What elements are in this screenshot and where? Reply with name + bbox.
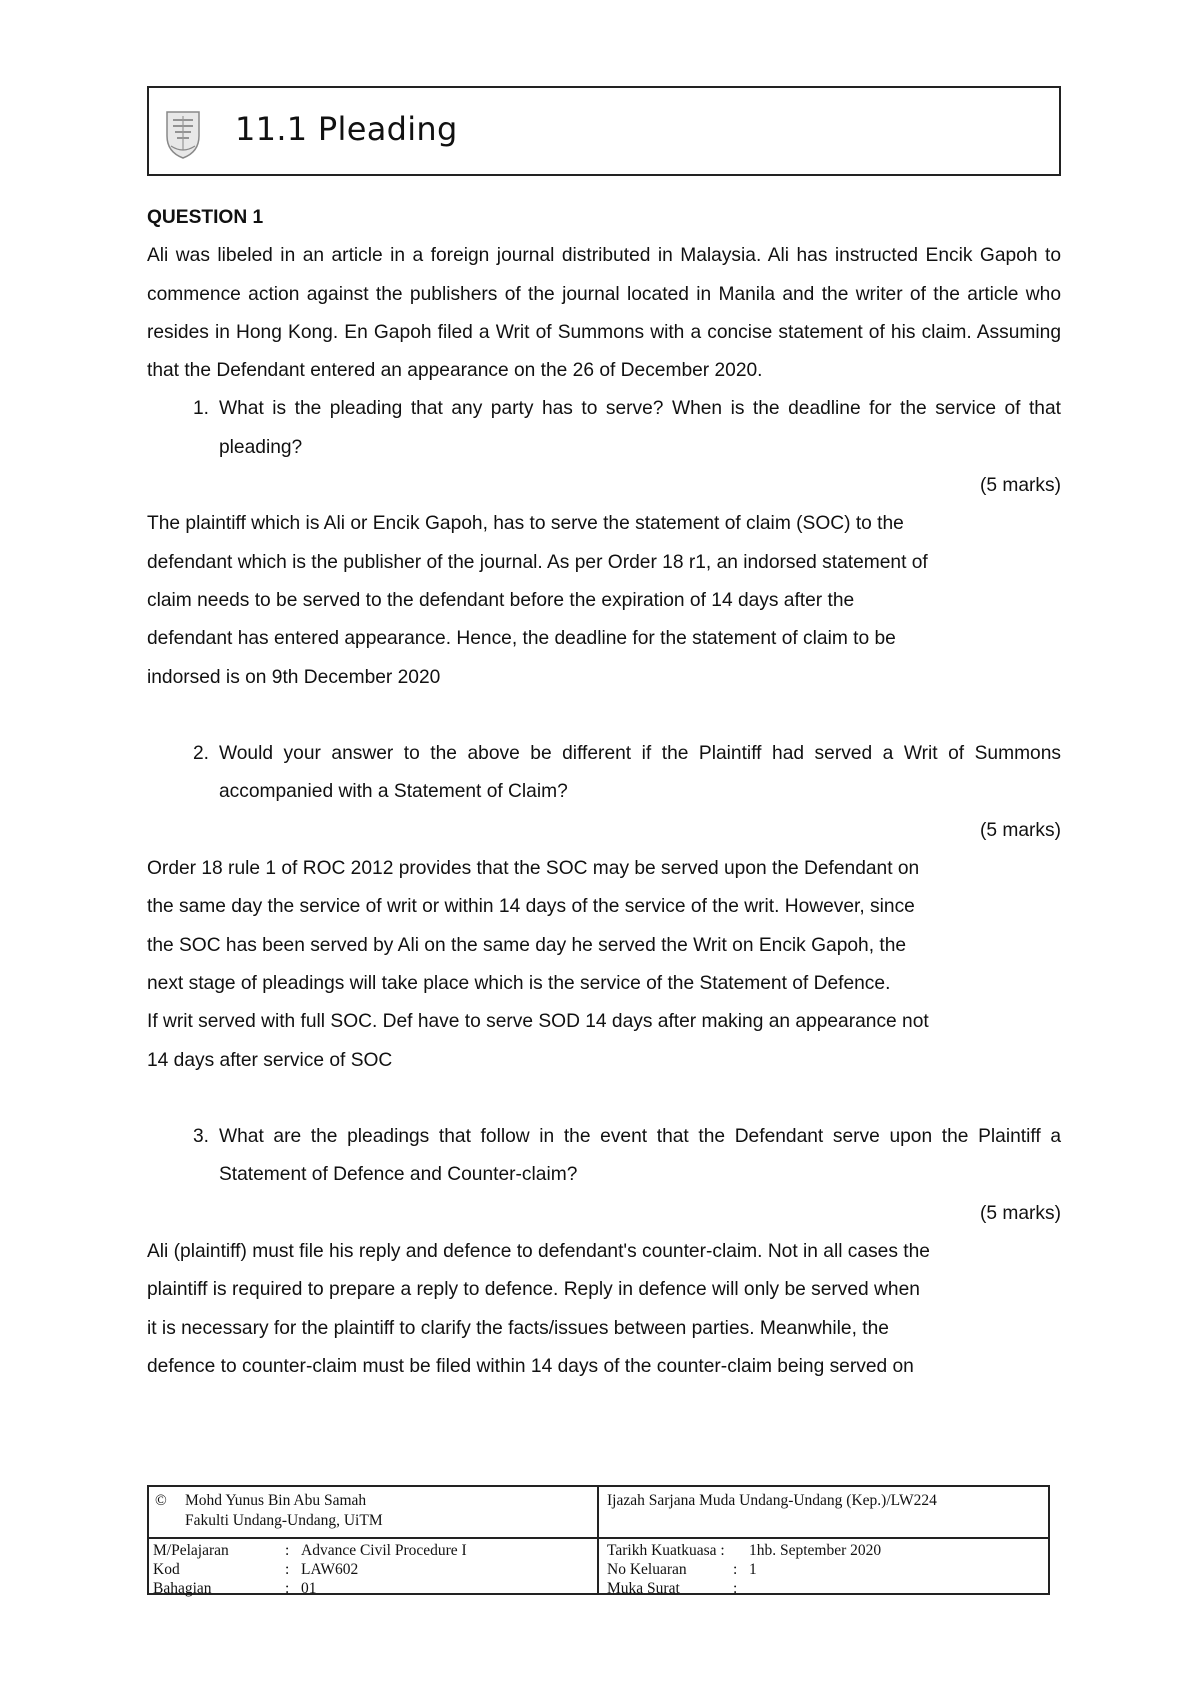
footer-value: 01 <box>301 1580 317 1597</box>
footer-label: Tarikh Kuatkuasa : <box>607 1542 725 1559</box>
answer-line: If writ served with full SOC. Def have to serve SOD 14 days after making an appearance not <box>147 1011 929 1033</box>
answer-line: it is necessary for the plaintiff to clarify the facts/issues between parties. Meanwhile, the <box>147 1317 889 1339</box>
question-heading: QUESTION 1 <box>147 207 264 228</box>
answer-line: plaintiff is required to prepare a reply to defence. Reply in defence will only be served when <box>147 1279 920 1301</box>
copyright-symbol: © <box>155 1492 167 1509</box>
answer-line: defendant which is the publisher of the journal. As per Order 18 r1, an indorsed statement of <box>147 551 928 573</box>
marks-label: (5 marks) <box>979 1202 1061 1224</box>
footer-sep: : <box>285 1561 290 1578</box>
answer-line: defence to counter-claim must be filed within 14 days of the counter-claim being served on <box>147 1355 914 1377</box>
page-title: 11.1 Pleading <box>235 110 458 148</box>
footer-label: M/Pelajaran <box>153 1542 229 1559</box>
footer-value: LAW602 <box>301 1561 359 1578</box>
question-text: What are the pleadings that follow in the event that the Defendant serve upon the Plaintiff a Statement of Defence and Counter-claim? <box>219 1126 1061 1186</box>
footer-sep: : <box>733 1580 738 1597</box>
footer-sep: : <box>285 1580 290 1597</box>
question-item-2 <box>147 735 1061 812</box>
footer-label: No Keluaran <box>607 1561 687 1578</box>
answer-line: defendant has entered appearance. Hence, the deadline for the statement of claim to be <box>147 628 896 650</box>
footer-label: Bahagian <box>153 1580 212 1597</box>
answer-line: next stage of pleadings will take place which is the service of the Statement of Defence. <box>147 972 891 994</box>
question-item-3 <box>147 1118 1061 1195</box>
question-text: Would your answer to the above be different if the Plaintiff had served a Writ of Summons accompanied with a Statement of Claim? <box>219 743 1061 803</box>
footer-value: 1 <box>749 1561 757 1578</box>
footer-value: 1hb. September 2020 <box>749 1542 882 1559</box>
question-number: 2. <box>193 743 210 765</box>
header-box <box>147 86 1061 176</box>
answer-line: claim needs to be served to the defendant before the expiration of 14 days after the <box>147 589 855 611</box>
footer-value: Advance Civil Procedure I <box>301 1542 467 1559</box>
question-text: What is the pleading that any party has to serve? When is the deadline for the service of that pleading? <box>219 398 1061 458</box>
question-number: 1. <box>193 398 210 420</box>
document-body <box>147 199 1061 1386</box>
footer-sep: : <box>733 1561 738 1578</box>
marks-label: (5 marks) <box>979 819 1061 841</box>
answer-line: The plaintiff which is Ali or Encik Gapoh, has to serve the statement of claim (SOC) to the <box>147 513 904 535</box>
footer-sep: : <box>285 1542 290 1559</box>
footer-label: Muka Surat <box>607 1580 680 1597</box>
university-crest-icon <box>163 106 203 160</box>
marks-label: (5 marks) <box>979 475 1061 497</box>
answer-line: Order 18 rule 1 of ROC 2012 provides that the SOC may be served upon the Defendant on <box>147 858 920 880</box>
answer-line: the same day the service of writ or within 14 days of the service of the writ. However, since <box>147 896 915 918</box>
answer-line: Ali (plaintiff) must file his reply and defence to defendant's counter-claim. Not in all cases the <box>147 1241 930 1263</box>
footer-table <box>147 1485 1050 1595</box>
answer-line: the SOC has been served by Ali on the same day he served the Writ on Encik Gapoh, the <box>147 934 907 956</box>
footer-label: Kod <box>153 1561 180 1578</box>
footer-author: Mohd Yunus Bin Abu Samah <box>185 1492 367 1509</box>
question-item-1 <box>147 390 1061 467</box>
answer-line: indorsed is on 9th December 2020 <box>147 666 441 688</box>
answer-line: 14 days after service of SOC <box>147 1049 393 1071</box>
question-number: 3. <box>193 1126 210 1148</box>
footer-program: Ijazah Sarjana Muda Undang-Undang (Kep.)/LW224 <box>607 1492 937 1509</box>
footer-faculty: Fakulti Undang-Undang, UiTM <box>185 1512 383 1529</box>
question-intro: Ali was libeled in an article in a foreign journal distributed in Malaysia. Ali has instructed Encik Gapoh to commence action against the publishers of the journal located in Manila and the writer of the article who resides in Hong Kong. En Gapoh filed a Writ of Summons with a concise statement of his claim. Assuming that the Defendant entered an appearance on the 26 of December 2020. <box>147 245 1061 382</box>
